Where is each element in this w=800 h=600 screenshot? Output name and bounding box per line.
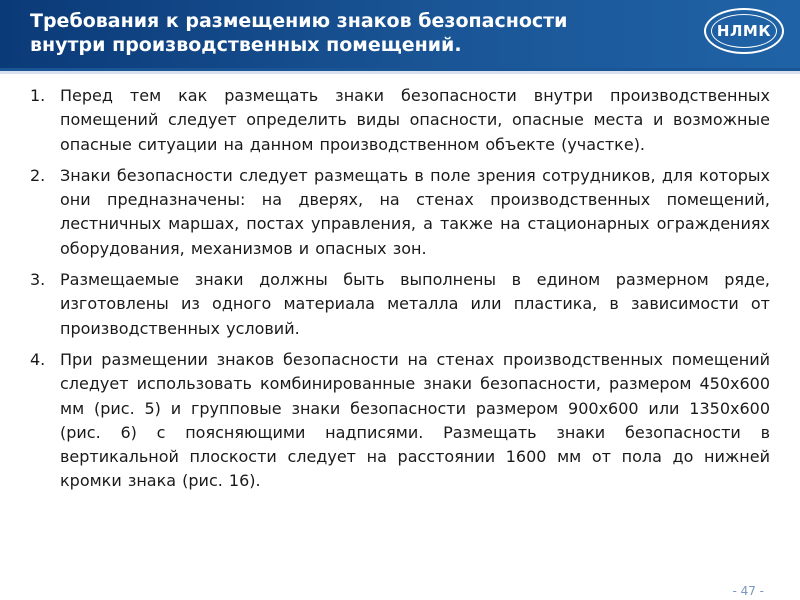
list-item: [30, 164, 770, 261]
nlmk-logo: [704, 8, 784, 54]
list-item-number: 1.: [30, 86, 46, 105]
list-item: [30, 348, 770, 494]
slide-title-line-2: внутри производственных помещений.: [30, 34, 462, 56]
list-item-text: Знаки безопасности следует размещать в поле зрения сотрудников, для которых они предназначены: на дверях, на стенах производственных помещений, лестничных маршах, постах управления, а также на стационарных ограждениях оборудования, механизмов и опасных зон.: [60, 165, 770, 258]
slide-header: [0, 0, 800, 68]
list-item-number: 2.: [30, 165, 46, 185]
list-item-text: При размещении знаков безопасности на стенах производственных помещений следует использовать комбинированные знаки безопасности, размером 450х600 мм (рис. 5) и групповые знаки безопасности размером 900х600 или 1350х600 (рис. 6) с поясняющими надписями. Размещать знаки безопасности в вертикальной плоскости следует на расстоянии 1600 мм от пола до нижней кромки знака (рис. 16).: [60, 349, 770, 491]
nlmk-logo-text: НЛМК: [711, 14, 777, 48]
list-item-text: Размещаемые знаки должны быть выполнены в едином размерном ряде, изготовлены из одного материала металла или пластика, в зависимости от производственных условий.: [60, 270, 770, 338]
header-divider-light: [0, 71, 800, 74]
slide-title-line-1: Требования к размещению знаков безопасности: [30, 10, 568, 32]
list-item-text: Перед тем как размещать знаки безопасности внутри производственных помещений следует определить виды опасности, опасные места и возможные опасные ситуации на данном производственном объекте (участке).: [60, 86, 770, 154]
list-item: [30, 268, 770, 341]
list-item: [30, 84, 770, 157]
list-item-number: 4.: [30, 349, 46, 369]
requirements-list: [30, 84, 770, 494]
page-number: - 47 -: [732, 584, 764, 598]
slide-title: [30, 9, 710, 57]
list-item-number: 3.: [30, 270, 46, 290]
